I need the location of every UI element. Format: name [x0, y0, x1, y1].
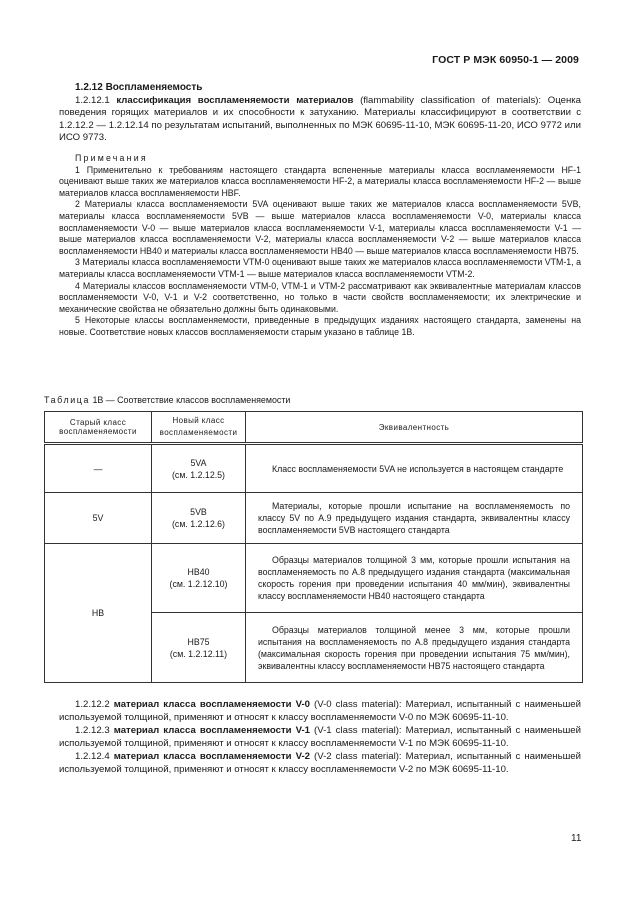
header-equivalence: Эквивалентность	[246, 412, 583, 444]
definition-1-2-12-3	[59, 725, 581, 750]
definition-1-2-12-2	[59, 699, 581, 724]
section-title: 1.2.12 Воспламеняемость	[75, 82, 203, 93]
table-row	[45, 444, 583, 493]
definition-term: классификация воспламеняемости материалов	[116, 94, 354, 106]
new-class-code: 5VB	[190, 507, 207, 517]
main-text	[59, 82, 581, 338]
equivalence-text: Класс воспламеняемости 5VA не используется в настоящем стандарте	[272, 463, 564, 474]
cell-old-class: 5V	[45, 493, 152, 544]
equivalence-text: Образцы материалов толщиной менее 3 мм, которые прошли испытания на воспламеняемость по А.8 предыдущего издания стандарта (максимальная скорость горения при проведении испытания 75 мм/мин), эквивалентны классу воспламеняемости HB75 настоящего стандарта	[258, 624, 570, 671]
cell-old-class: —	[45, 444, 152, 493]
new-class-code: HB40	[187, 567, 210, 577]
definition-text: (V-1 class material): Материал, испытанный с наименьшей используемой толщиной, применяют и относят к классу воспламеняемости V-1 по МЭК 60695-11-10.	[59, 725, 581, 749]
table-row	[45, 544, 583, 613]
definition-text: (V-0 class material): Материал, испытанный с наименьшей используемой толщиной, применяют и относят к классу воспламеняемости V-0 по МЭК 60695-11-10.	[59, 699, 581, 723]
cell-new-class	[152, 444, 246, 493]
notes-block	[59, 153, 581, 339]
new-class-ref: (см. 1.2.12.6)	[172, 519, 225, 529]
definition-text: (flammability classification of materials): Оценка поведения горящих материалов и их способности к затуханию. Материалы классифицируют в соответствии с 1.2.12.2 — 1.2.12.14 по результатам испытаний, выполненных по МЭК 60695-11-10, МЭК 60695-11-20, ИСО 9772 или ИСО 9773.	[59, 94, 582, 144]
cell-old-class: HB	[45, 544, 152, 683]
note-item: 1 Применительно к требованиям настоящего стандарта вспененные материалы класса воспламеняемости HF-1 оценивают выше таких же материалов класса воспламеняемости HF-2, а материалы класса воспламеняемости HF-2 — выше материалов класса воспламеняемости HBF.	[59, 164, 581, 198]
equivalence-text: Образцы материалов толщиной 3 мм, которые прошли испытания на воспламеняемость по А.8 предыдущего издания стандарта (максимальная скорость горения при проведении испытания 40 мм/мин), эквивалентны классу воспламеняемости HB40 настоящего стандарта	[258, 555, 570, 601]
table-header-row	[45, 412, 583, 444]
cell-equivalence	[246, 544, 583, 613]
definition-number: 1.2.12.4	[75, 751, 110, 763]
new-class-ref: (см. 1.2.12.10)	[169, 579, 228, 589]
page-number: 11	[571, 833, 582, 844]
equivalence-text: Материалы, которые прошли испытание на воспламеняемость по классу 5V по А.9 предыдущего издания стандарта, эквивалентны классу воспламеняемости 5VB настоящего стандарта	[258, 501, 570, 535]
definition-number: 1.2.12.2	[75, 699, 110, 710]
cell-new-class	[152, 493, 246, 544]
definition-number: 1.2.12.1	[75, 94, 110, 106]
page-header-standard: ГОСТ Р МЭК 60950-1 — 2009	[432, 54, 579, 66]
definition-1-2-12-4	[59, 751, 581, 776]
new-class-ref: (см. 1.2.12.5)	[172, 469, 225, 480]
cell-new-class	[152, 613, 246, 683]
definition-text: (V-2 class material): Материал, испытанный с наименьшей используемой толщиной, применяют и относят к классу воспламеняемости V-2 по МЭК 60695-11-10.	[59, 751, 581, 775]
new-class-code: HB75	[187, 636, 210, 647]
definition-1-2-12-1	[59, 95, 581, 145]
equivalence-table	[44, 411, 583, 683]
note-item: 2 Материалы класса воспламеняемости 5VA оценивают выше таких же материалов класса воспламеняемости 5VB, материалы класса воспламеняемости 5VB — выше материалов класса воспламеняемости V-0, материалы класса воспламеняемости V-0 — выше материалов класса воспламеняемости V-1, материалы класса воспламеняемости V-1 — выше материалов класса воспламеняемости V-2, материалы класса воспламеняемости V-2 — выше материалов класса воспламеняемости HB40 и материалы класса воспламеняемости HB40 — выше материалов класса воспламеняемости HB75.	[59, 199, 581, 256]
header-old-class: Старый класс воспламеняемости	[45, 412, 152, 444]
definition-term: материал класса воспламеняемости V-0	[113, 699, 310, 710]
cell-equivalence	[246, 444, 583, 493]
cell-equivalence	[246, 613, 583, 683]
subsections-block	[59, 699, 581, 778]
definition-term: материал класса воспламеняемости V-1	[113, 725, 310, 737]
header-new-class: Новый класс воспламеняемости	[152, 412, 246, 444]
cell-new-class	[152, 544, 246, 613]
table-caption-label: Таблица	[44, 395, 90, 405]
cell-equivalence	[246, 493, 583, 544]
new-class-ref: (см. 1.2.12.11)	[169, 648, 228, 659]
definition-term: материал класса воспламеняемости V-2	[113, 751, 310, 763]
table-caption	[44, 395, 290, 405]
table-row	[45, 493, 583, 544]
table-caption-text: 1В — Соответствие классов воспламеняемости	[92, 395, 291, 405]
definition-number: 1.2.12.3	[75, 725, 110, 737]
note-item: 3 Материалы класса воспламеняемости VTM-0 оценивают выше таких же материалов класса воспламеняемости VTM-1, а материалы класса воспламеняемости VTM-1 — выше материалов класса воспламеняемости VTM-2.	[59, 257, 581, 279]
note-item: 4 Материалы классов воспламеняемости VTM-0, VTM-1 и VTM-2 рассматривают как эквивалентные материалам классов воспламеняемости V-0, V-1 и V-2 соответственно, но только в части свойств воспламеняемости; их электрические и механические свойства не обязательно должны быть одинаковыми.	[59, 280, 581, 314]
note-item: 5 Некоторые классы воспламеняемости, приведенные в предыдущих изданиях настоящего стандарта, заменены на новые. Соответствие новых классов воспламеняемости старым указано в таблице 1В.	[59, 315, 581, 337]
new-class-code: 5VA	[190, 457, 207, 468]
notes-title: Примечания	[75, 152, 148, 163]
